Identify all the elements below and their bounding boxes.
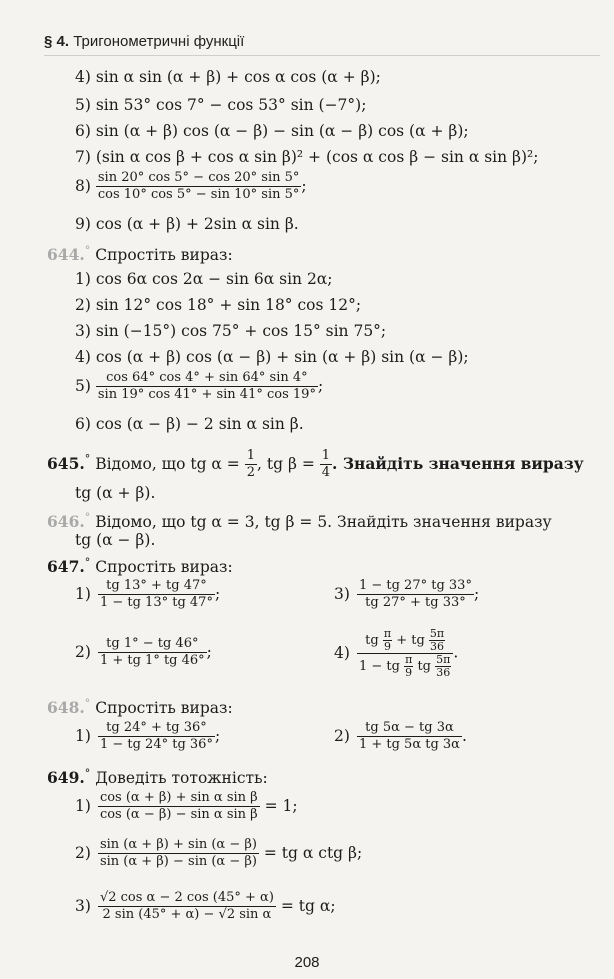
item-label: 4) <box>334 643 350 662</box>
numerator: π <box>405 653 413 667</box>
p643-item-4: 4) sin α sin (α + β) + cos α cos (α + β); <box>75 68 381 86</box>
item-label: 8) <box>75 176 91 195</box>
page-number: 208 <box>294 954 320 971</box>
numerator: tg 24° + tg 36° <box>98 720 215 737</box>
difficulty-mark: ° <box>84 452 91 466</box>
fraction <box>357 578 474 612</box>
denominator: 36 <box>436 666 451 680</box>
numerator: cos 64° cos 4° + sin 64° sin 4° <box>96 370 318 387</box>
p644-item-1: 1) cos 6α cos 2α − sin 6α sin 2α; <box>75 270 333 288</box>
numerator: tg 13° + tg 47° <box>98 578 215 595</box>
running-header <box>44 33 600 50</box>
denominator: 9 <box>383 640 391 654</box>
denominator: 1 + tg 1° tg 46° <box>99 653 205 669</box>
fraction-5pi-36 <box>429 628 445 653</box>
p644-item-4: 4) cos (α + β) cos (α − β) + sin (α + β) sin (α − β); <box>75 348 469 366</box>
section-title: Тригонометричні функції <box>73 33 245 50</box>
problem-text: Доведіть тотожність: <box>95 769 268 788</box>
numerator: tg 5α − tg 3α <box>357 720 462 737</box>
fraction-pi-9 <box>404 654 413 679</box>
problem-644 <box>47 244 233 264</box>
item-label: 2) <box>334 726 350 745</box>
denominator: cos (α − β) − sin α sin β <box>99 807 258 823</box>
fraction <box>98 790 260 824</box>
p647-item-1: 1) $\frac{tg 13^\circ + tg 47^\circ}{1 - tg 13^\circ tg 47^\circ}$ ; <box>75 578 221 611</box>
denominator: 4 <box>321 465 331 481</box>
problem-number: 649. <box>47 768 85 788</box>
p647-item-2: 2) $\frac{tg 1^\circ - tg 46^\circ}{1 + tg 1^\circ tg 46^\circ}$ ; <box>75 636 212 669</box>
p644-item-6: 6) cos (α − β) − 2 sin α sin β. <box>75 415 304 433</box>
problem-645 <box>47 448 602 482</box>
numerator: tg $\frac{\pi}{9}$ + tg $\frac{5\pi}{36}$ <box>357 628 453 654</box>
fraction-5pi-36 <box>435 654 451 679</box>
denominator <box>357 654 453 679</box>
numerator: cos (α + β) + sin α sin β <box>98 790 260 807</box>
denominator: 2 sin (45° + α) − √2 sin α <box>102 907 272 923</box>
denominator: sin (α + β) − sin (α − β) <box>99 854 257 870</box>
problem-649 <box>47 767 268 787</box>
problem-648 <box>47 697 233 717</box>
numerator: 1 − tg 27° tg 33° <box>357 578 474 595</box>
numerator: √2 cos α − 2 cos (45° + α) <box>98 890 276 907</box>
header-rule <box>44 55 600 56</box>
problem-text-mid: , tg β = <box>257 454 315 473</box>
p643-item-8: 8) $\frac{\sin 20^\circ \cos 5^\circ - \cos 20^\circ \sin 5^\circ}{\cos 10^\circ \cos 5^\circ - \sin 10^\circ \sin 5^\circ}$ ; <box>75 170 307 203</box>
p649-item-1 <box>75 790 298 824</box>
item-label: 2) <box>75 642 91 661</box>
problem-text-post: . Знайдіть значення виразу <box>332 453 584 473</box>
tg-text: tg <box>417 659 431 675</box>
problem-text-pre: Відомо, що tg α = <box>95 454 240 473</box>
p648-item-2: 2) $\frac{tg 5\alpha - tg 3\alpha}{\text{1 + tg 5α tg 3α}}$ . <box>334 720 467 753</box>
numerator: 1 <box>245 448 257 465</box>
p648-item-1: 1) $\frac{tg 24^\circ + tg 36^\circ}{1 - tg 24^\circ tg 36^\circ}$ ; <box>75 720 221 753</box>
denominator: sin 19° cos 41° + sin 41° cos 19° <box>97 387 316 403</box>
difficulty-mark: ° <box>84 697 91 710</box>
item-label: 1) <box>75 584 91 603</box>
numerator: 5π <box>436 653 451 667</box>
p643-item-9: 9) cos (α + β) + 2sin α sin β. <box>75 215 299 233</box>
problem-number: 648. <box>47 698 85 718</box>
p643-item-5: 5) sin 53° cos 7° − cos 53° sin (−7°); <box>75 96 367 114</box>
item-label: 5) <box>75 376 91 395</box>
fraction-pi-9 <box>383 628 392 653</box>
numerator: sin 20° cos 5° − cos 20° sin 5° <box>96 170 302 187</box>
numerator: 1 <box>320 448 332 465</box>
denominator: 1 − tg 13° tg 47° <box>99 595 213 611</box>
fraction <box>96 370 318 404</box>
fraction <box>98 578 215 612</box>
fraction-quarter <box>320 448 332 482</box>
problem-text: Спростіть вираз: <box>95 699 233 718</box>
fraction-compound <box>357 628 453 679</box>
difficulty-mark: ° <box>84 511 91 524</box>
p644-item-3: 3) sin (−15°) cos 75° + cos 15° sin 75°; <box>75 322 387 340</box>
fraction-half <box>245 448 257 482</box>
problem-645-line2: tg (α + β). <box>75 484 156 502</box>
p649-item-2 <box>75 837 362 871</box>
problem-number: 646. <box>47 512 85 532</box>
problem-number: 647. <box>47 557 85 577</box>
item-label: 2) <box>75 843 91 862</box>
item-label: 3) <box>334 584 350 603</box>
numerator: sin (α + β) + sin (α − β) <box>98 837 259 854</box>
difficulty-mark: ° <box>84 556 91 569</box>
numerator: π <box>383 627 392 640</box>
item-label: 1) <box>75 726 91 745</box>
item-label: 1) <box>75 796 91 815</box>
tg-text: tg <box>411 633 425 649</box>
denominator: 36 <box>430 640 445 654</box>
numerator: tg 1° − tg 46° <box>98 636 207 653</box>
fraction <box>98 636 207 670</box>
fraction <box>98 720 215 754</box>
p643-item-7: 7) (sin α cos β + cos α sin β)² + (cos α cos β − sin α sin β)²; <box>75 148 539 166</box>
denominator: 2 <box>246 465 256 481</box>
p643-item-6: 6) sin (α + β) cos (α − β) − sin (α − β) cos (α + β); <box>75 122 469 140</box>
problem-646-line2: tg (α − β). <box>75 531 156 549</box>
problem-text: Спростіть вираз: <box>95 558 233 577</box>
fraction <box>98 890 276 924</box>
fraction <box>357 720 462 754</box>
denominator: tg 27° + tg 33° <box>365 595 466 611</box>
denominator: 1 − tg 24° tg 36° <box>99 737 213 753</box>
problem-text: Спростіть вираз: <box>95 246 233 265</box>
problem-number: 645. <box>47 453 85 473</box>
tg-text: tg <box>365 633 379 649</box>
denominator: cos 10° cos 5° − sin 10° sin 5° <box>97 187 300 203</box>
denominator: 1 + tg 5α tg 3α <box>358 737 460 753</box>
problem-647 <box>47 556 233 576</box>
p644-item-2: 2) sin 12° cos 18° + sin 18° cos 12°; <box>75 296 362 314</box>
fraction <box>96 170 302 204</box>
item-label: 3) <box>75 896 91 915</box>
section-number: § 4. <box>44 33 70 50</box>
problem-646 <box>47 511 552 531</box>
rhs: = 1; <box>264 796 298 815</box>
p647-item-3: 3) $\frac{1 - tg 27^\circ tg 33^\circ}{tg 27^\circ + tg 33^\circ}$ ; <box>334 578 480 611</box>
denominator: 9 <box>405 666 413 680</box>
p644-item-5: 5) $\frac{\cos 64^\circ \cos 4^\circ + \sin 64^\circ \sin 4^\circ}{\sin 19^\circ \cos 41^\circ + \sin 41^\circ \cos 19^\circ}$ ; <box>75 370 324 403</box>
numerator: 5π <box>429 627 445 640</box>
difficulty-mark: ° <box>84 767 91 780</box>
problem-text: Відомо, що tg α = 3, tg β = 5. Знайдіть значення виразу <box>95 513 552 532</box>
rhs: = tg α ctg β; <box>263 843 363 862</box>
fraction <box>98 837 259 871</box>
one-minus-tg-text: 1 − tg <box>358 659 400 675</box>
p649-item-3 <box>75 890 336 924</box>
difficulty-mark: ° <box>84 244 91 257</box>
rhs: = tg α; <box>280 896 336 915</box>
problem-number: 644. <box>47 245 85 265</box>
p647-item-4: 4) tg $\frac{\pi}{9}$ + tg $\frac{5\pi}{36}$ 1 − tg $\frac{\pi}{9}$ tg $\frac{5\pi}{36}$ . <box>334 627 459 680</box>
